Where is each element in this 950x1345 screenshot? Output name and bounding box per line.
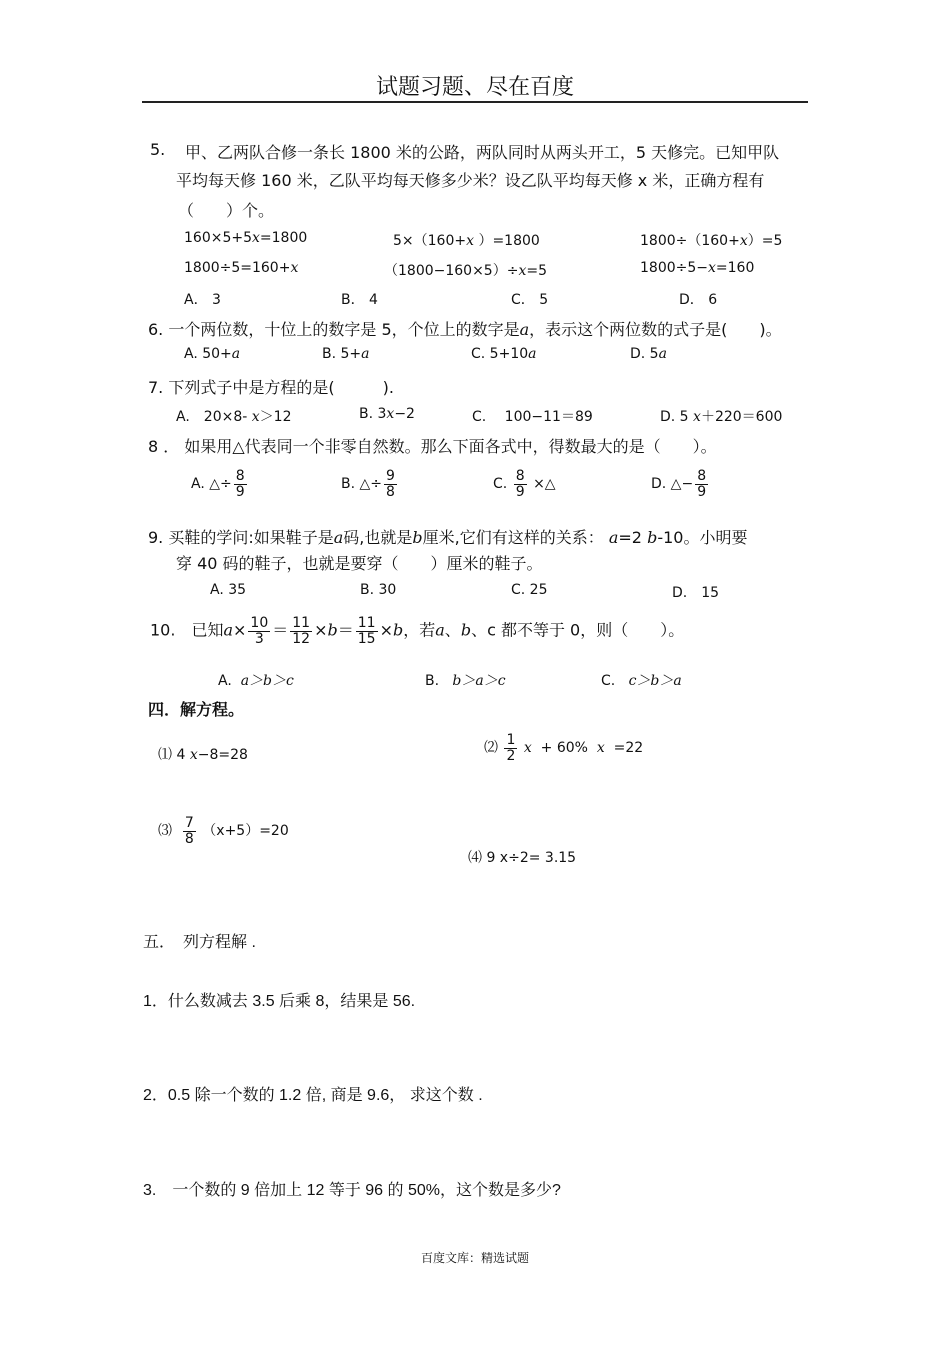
q8-text: 8 ． 如果用△代表同一个非零自然数。那么下面各式中，得数最大的是（ ）。: [148, 437, 717, 456]
header-rule: [142, 101, 808, 103]
q5-line2: 平均每天修 160 米，乙队平均每天修多少米？设乙队平均每天修 x 米，正确方程有: [176, 171, 765, 190]
section-5-title: 五． 列方程解 .: [143, 934, 256, 951]
q8-fraction-a: $\frac{8}{9}$: [235, 468, 245, 500]
q10-option-c: C. c＞b＞a: [601, 673, 682, 689]
q9-option-d: D. 15: [672, 585, 720, 601]
q5-line3: （ ）个。: [178, 201, 275, 220]
q9-option-c: C. 25: [511, 582, 548, 598]
section-4-title: 四．解方程。: [148, 700, 245, 719]
q5-equation-1: 160×5+5x=1800: [184, 230, 308, 246]
equation-3-fraction: $\frac{7}{8}$: [184, 815, 194, 847]
q6-option-a: A. 50+a: [184, 346, 241, 362]
equation-2-fraction: $\frac{1}{2}$: [506, 732, 516, 764]
q8-option-c: C. $\frac{8}{9}$ ×△: [493, 468, 556, 500]
q5-number: 5.: [150, 140, 166, 159]
q10-fraction-3: $\frac{11}{15}$: [357, 615, 376, 647]
q7-option-a: A. 20×8- x＞12: [176, 409, 292, 425]
equation-3: ⑶ $\frac{7}{8}$ （x+5）=20: [158, 815, 289, 847]
equation-1: ⑴ 4 x−8=28: [158, 747, 248, 763]
q7-text: 7. 下列式子中是方程的是( ).: [148, 378, 394, 397]
q9-line1: 9. 买鞋的学问:如果鞋子是a码,也就是b厘米,它们有这样的关系： a=2 b-10。小明要: [148, 528, 748, 547]
q5-equation-5: （1800−160×5）÷x=5: [384, 263, 547, 279]
q5-equation-4: 1800÷5=160+x: [184, 260, 299, 276]
q7-option-c: C. 100−11＝89: [472, 409, 593, 425]
q5-option-b: B． 4: [341, 292, 378, 308]
q5-equation-6: 1800÷5−x=160: [640, 260, 755, 276]
q8-fraction-c: $\frac{8}{9}$: [515, 468, 525, 500]
word-problem-1: 1．什么数减去 3.5 后乘 8，结果是 56.: [143, 993, 416, 1010]
q5-option-c: C． 5: [511, 292, 549, 308]
q5-equation-2: 5×（160+x ）=1800: [393, 233, 540, 249]
q6-text: 6. 一个两位数，十位上的数字是 5，个位上的数字是a，表示这个两位数的式子是( )。: [148, 320, 782, 339]
q5-option-a: A． 3: [184, 292, 221, 308]
q5-option-d: D． 6: [679, 292, 718, 308]
q8-fraction-b: $\frac{9}{8}$: [386, 468, 395, 500]
q10-fraction-1: $\frac{10}{3}$: [250, 615, 269, 647]
q5-line1: 甲、乙两队合修一条长 1800 米的公路，两队同时从两头开工，5 天修完。已知甲队: [185, 143, 780, 162]
q8-option-d: D. △− $\frac{8}{9}$: [651, 468, 707, 500]
equation-4: ⑷ 9 x÷2= 3.15: [468, 850, 577, 866]
q9-option-a: A. 35: [210, 582, 247, 598]
q9-line2: 穿 40 码的鞋子，也就是要穿（ ）厘米的鞋子。: [176, 554, 543, 573]
word-problem-2: 2．0.5 除一个数的 1.2 倍, 商是 9.6， 求这个数 .: [143, 1087, 483, 1104]
q8-fraction-d: $\frac{8}{9}$: [697, 468, 707, 500]
q6-option-c: C. 5+10a: [471, 346, 537, 362]
q10-text: 10. 已知a× $\frac{10}{3}$ ＝ $\frac{11}{12}$ ×b＝ $\frac{11}{15}$ ×b，若a、b、c 都不等于 0，则（ ）。: [150, 615, 685, 647]
word-problem-3: 3. 一个数的 9 倍加上 12 等于 96 的 50%，这个数是多少?: [143, 1182, 561, 1199]
q8-option-a: A. △÷ $\frac{8}{9}$: [191, 468, 245, 500]
q7-option-b: B. 3x−2: [359, 406, 415, 422]
q10-option-a: A. a＞b＞c: [218, 673, 294, 689]
q8-option-b: B. △÷ $\frac{9}{8}$: [341, 468, 395, 500]
q9-option-b: B. 30: [360, 582, 397, 598]
q10-option-b: B. b＞a＞c: [425, 673, 506, 689]
q10-fraction-2: $\frac{11}{12}$: [292, 615, 311, 647]
page-header-title: 试题习题、尽在百度: [375, 75, 574, 100]
page-footer: 百度文库：精选试题: [420, 1251, 529, 1265]
q6-option-b: B. 5+a: [322, 346, 370, 362]
q6-option-d: D. 5a: [630, 346, 667, 362]
q5-equation-3: 1800÷（160+x）=5: [640, 233, 783, 249]
equation-2: ⑵ $\frac{1}{2}$ x + 60% x =22: [484, 732, 644, 764]
q7-option-d: D. 5 x＋220＝600: [660, 409, 783, 425]
